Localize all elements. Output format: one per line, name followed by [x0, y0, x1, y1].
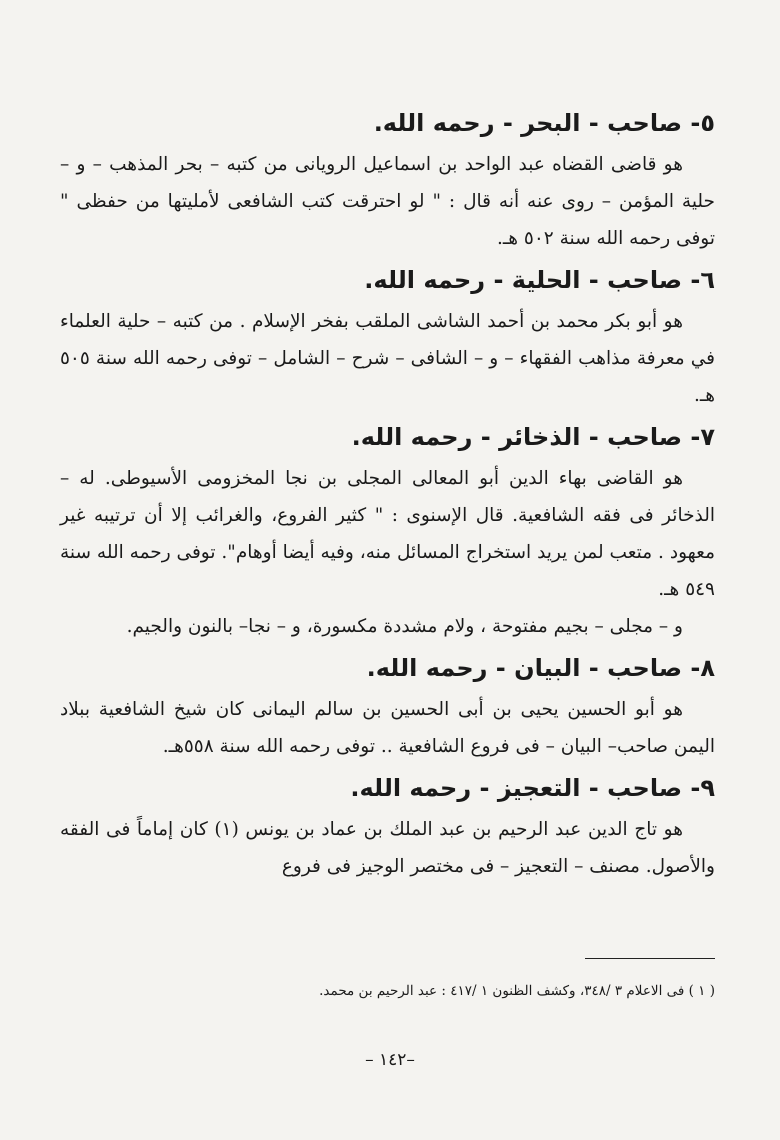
- entry-heading: ٨- صاحب - البيان - رحمه الله.: [366, 654, 715, 682]
- entry-paragraph: هو تاج الدين عبد الرحيم بن عبد الملك بن عماد بن يونس (١) كان إماماً فى الفقه والأصول. مصنف – التعجيز – فى مختصر الوجيز فى فروع: [60, 819, 715, 877]
- entry-paragraph: هو أبو الحسين يحيى بن أبى الحسين بن سالم اليمانى كان شيخ الشافعية ببلاد اليمن صاحب– البيان – فى فروع الشافعية .. توفى رحمه الله سنة ٥٥٨هـ.: [60, 699, 715, 757]
- entry-paragraph: و – مجلى – بجيم مفتوحة ، ولام مشددة مكسورة، و – نجا– بالنون والجيم.: [126, 616, 683, 637]
- entry-5: [60, 100, 715, 257]
- entry-paragraph: هو قاضى القضاه عبد الواحد بن اسماعيل الرويانى من كتبه – بحر المذهب – و – حلية المؤمن – روى عنه أنه قال : " لو احترقت كتب الشافعى لأمليتها من حفظى " توفى رحمه الله سنة ٥٠٢ هـ.: [60, 154, 715, 249]
- entry-6: [60, 257, 715, 414]
- entry-9: [60, 765, 715, 885]
- entry-7: [60, 414, 715, 645]
- page-number: –١٤٢ –: [365, 1050, 415, 1070]
- entry-heading: ٩- صاحب - التعجيز - رحمه الله.: [350, 774, 715, 802]
- entry-heading: ٧- صاحب - الذخائر - رحمه الله.: [351, 423, 715, 451]
- entry-8: [60, 645, 715, 765]
- footnote: ( ١ ) فى الاعلام ٣ /٣٤٨، وكشف الظنون ١ /٤١٧ : عبد الرحيم بن محمد.: [319, 983, 715, 999]
- entry-paragraph: هو القاضى بهاء الدين أبو المعالى المجلى بن نجا المخزومى الأسيوطى. له – الذخائر فى فقه الشافعية. قال الإسنوى : " كثير الفروع، والغرائب إلا أن ترتيبه غير معهود . متعب لمن يريد استخراج المسائل منه، وفيه أيضا أوهام". توفى رحمه الله سنة ٥٤٩ هـ.: [60, 468, 715, 600]
- footnote-divider: [585, 958, 715, 959]
- entry-heading: ٥- صاحب - البحر - رحمه الله.: [373, 109, 715, 137]
- entry-paragraph: هو أبو بكر محمد بن أحمد الشاشى الملقب بفخر الإسلام . من كتبه – حلية العلماء في معرفة مذاهب الفقهاء – و – الشافى – شرح – الشامل – توفى رحمه الله سنة ٥٠٥ هـ.: [60, 311, 715, 406]
- entry-heading: ٦- صاحب - الحلية - رحمه الله.: [364, 266, 715, 294]
